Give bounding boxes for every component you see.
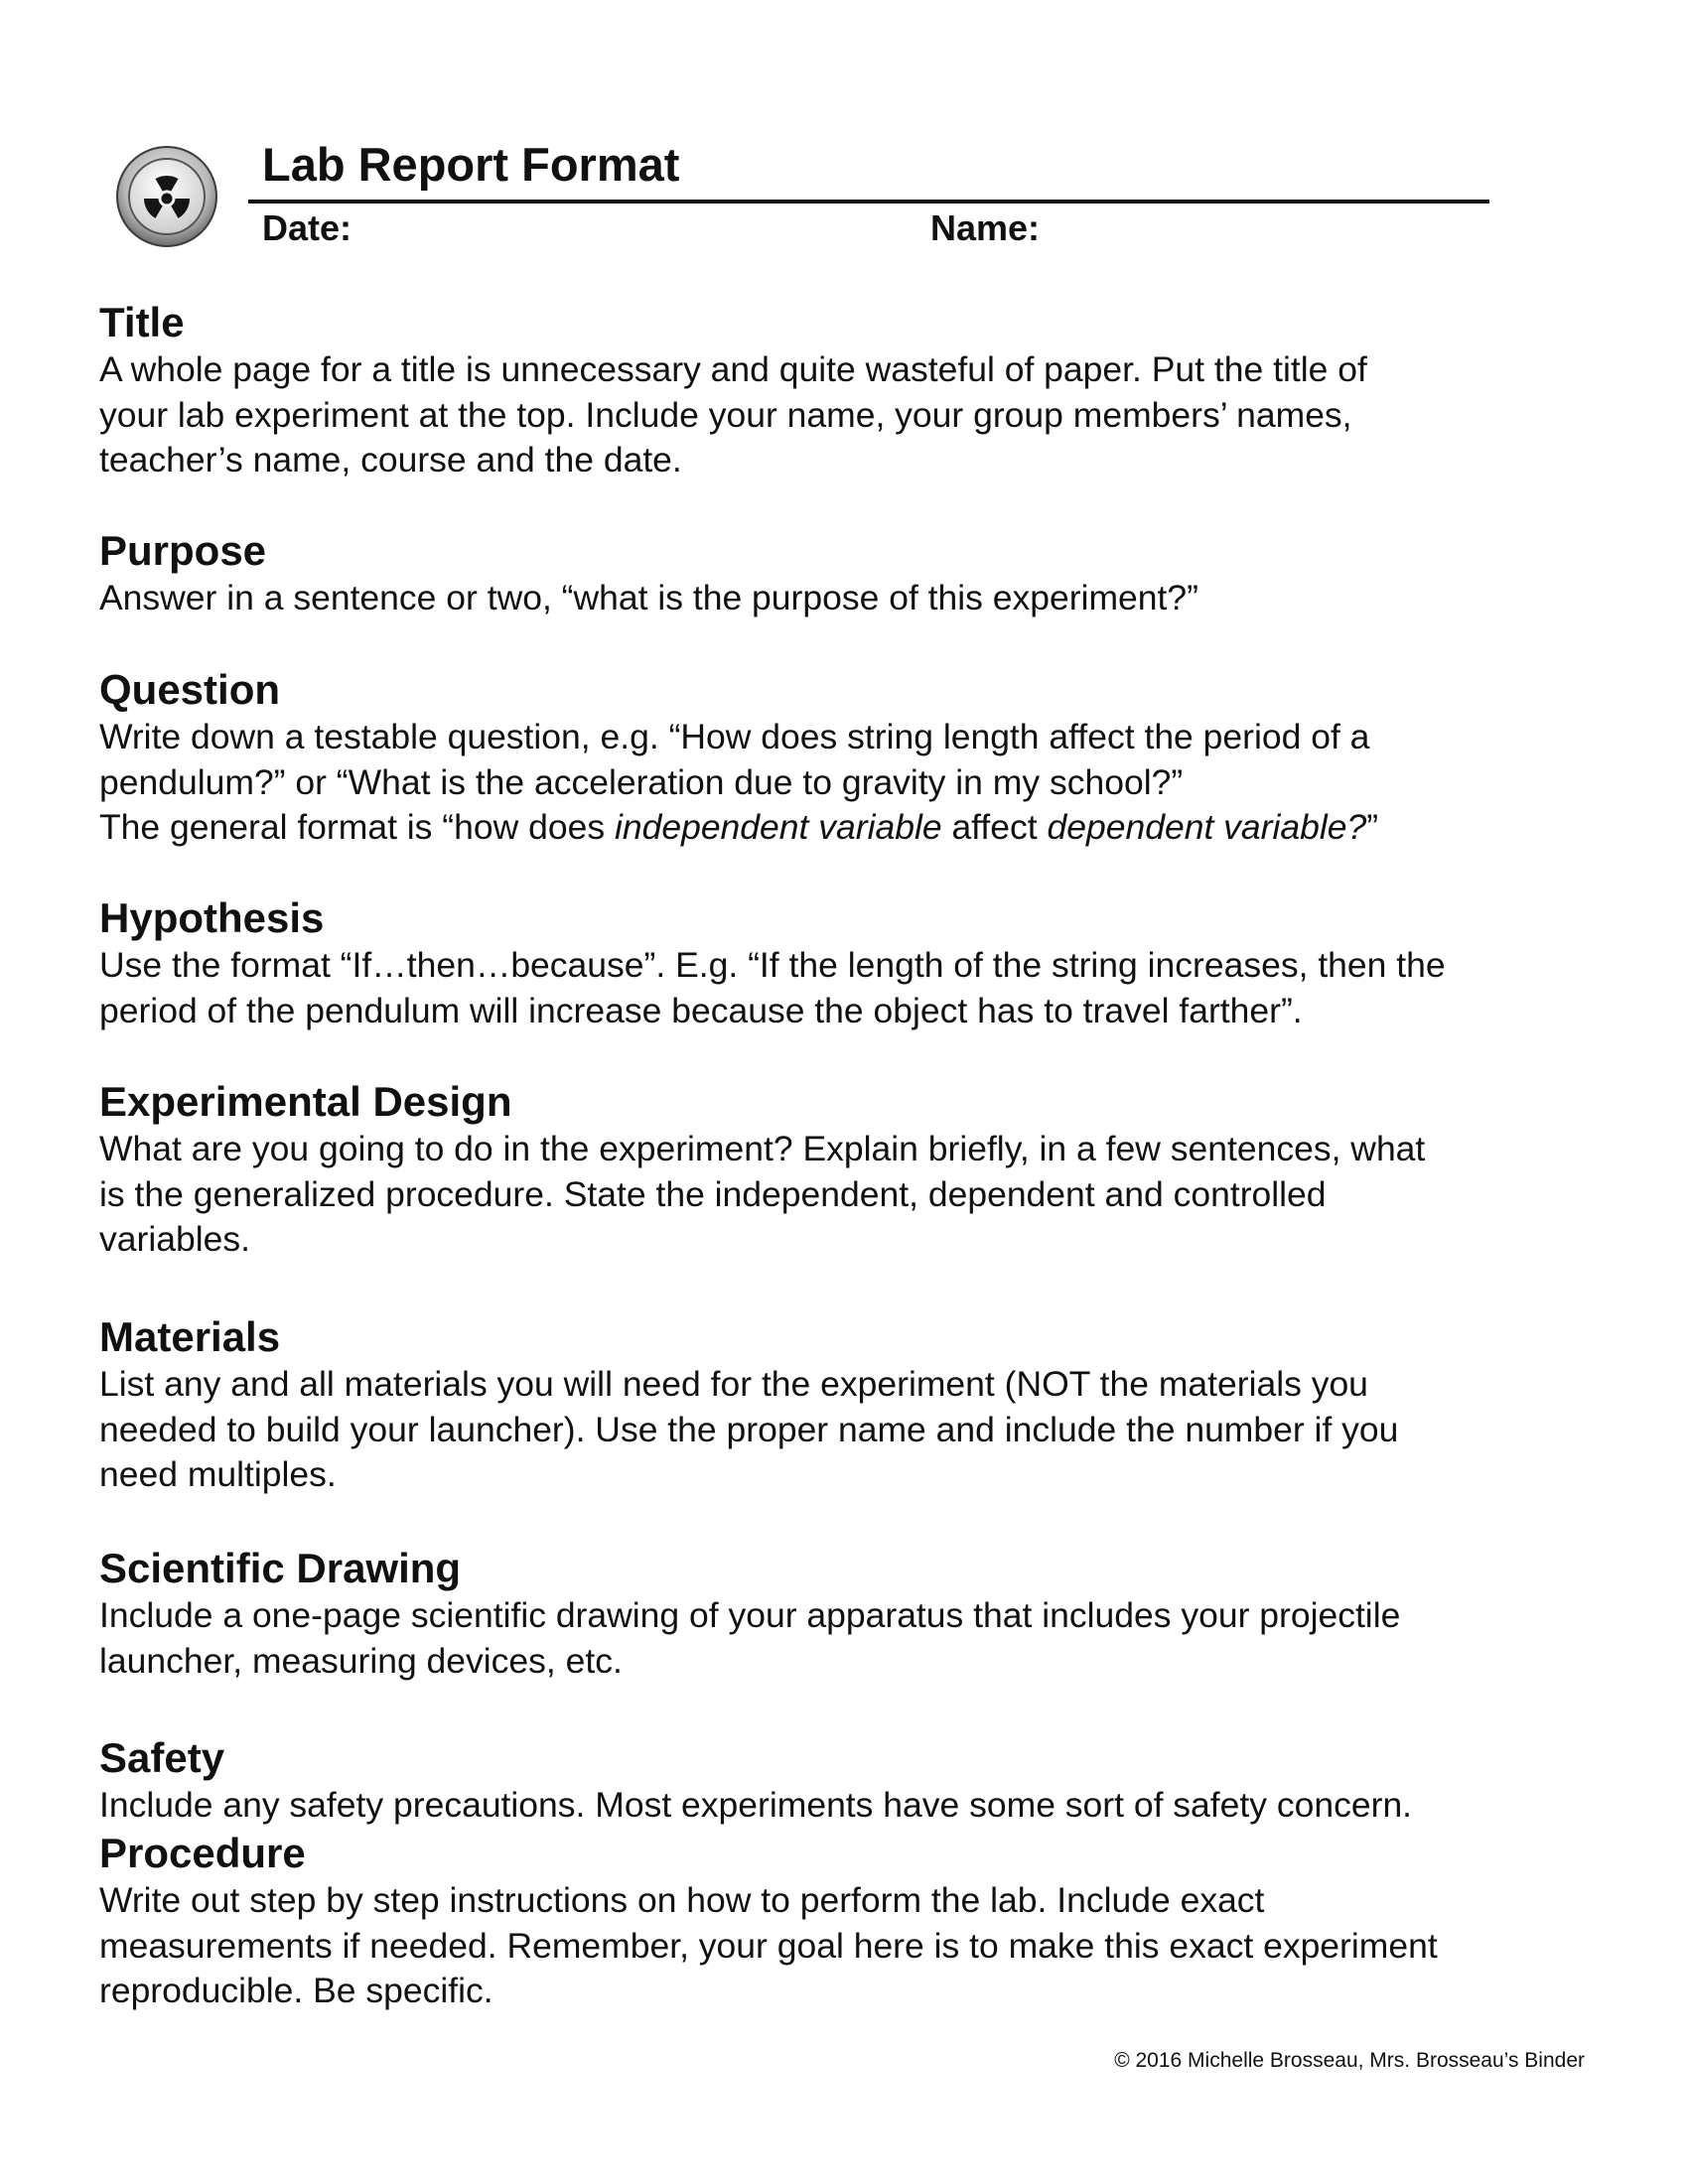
section-text-line: Use the format “If…then…because”. E.g. “If the length of the string increases, then the [99, 945, 1446, 985]
section-hypothesis [99, 893, 1628, 1033]
section-title [99, 298, 1628, 483]
format-prefix: The general format is “how does [99, 807, 615, 847]
date-label: Date: [262, 207, 352, 248]
section-text-line: measurements if needed. Remember, your goal here is to make this exact experiment [99, 1925, 1438, 1966]
section-heading: Title [99, 299, 185, 345]
section-text-line: Include any safety precautions. Most experiments have some sort of safety concern. [99, 1785, 1413, 1825]
section-text-line: launcher, measuring devices, etc. [99, 1640, 623, 1681]
section-procedure [99, 1829, 1628, 2014]
radiation-symbol-icon [115, 145, 218, 248]
section-heading: Procedure [99, 1830, 306, 1876]
section-text-line: reproducible. Be specific. [99, 1971, 493, 2010]
section-text-line: needed to build your launcher). Use the proper name and include the number if you [99, 1409, 1399, 1449]
title-underline [248, 200, 1489, 204]
section-text-line: List any and all materials you will need for the experiment (NOT the materials you [99, 1364, 1368, 1404]
name-label: Name: [930, 207, 1041, 248]
format-middle: affect [941, 807, 1048, 847]
page-title: Lab Report Format [262, 138, 680, 191]
section-text-line: pendulum?” or “What is the acceleration due to gravity in my school?” [99, 761, 1184, 802]
section-text-line: your lab experiment at the top. Include your name, your group members’ names, [99, 394, 1352, 435]
section-text-line: Write down a testable question, e.g. “How does string length affect the period of a [99, 717, 1370, 756]
section-safety [99, 1733, 1628, 1829]
section-purpose [99, 526, 1628, 621]
format-suffix: ” [1366, 807, 1379, 847]
section-text-line: period of the pendulum will increase because the object has to travel farther”. [99, 990, 1303, 1030]
section-text-line: Write out step by step instructions on how to perform the lab. Include exact [99, 1880, 1265, 1920]
section-text-line: variables. [99, 1219, 250, 1259]
section-heading: Hypothesis [99, 894, 325, 941]
section-text-line: A whole page for a title is unnecessary and quite wasteful of paper. Put the title of [99, 349, 1367, 389]
dependent-variable-term: dependent variable? [1047, 807, 1367, 847]
section-text-line: Include a one-page scientific drawing of your apparatus that includes your projectile [99, 1595, 1401, 1635]
section-question [99, 665, 1628, 851]
section-experimental-design [99, 1077, 1628, 1263]
section-heading: Question [99, 666, 281, 713]
section-heading: Scientific Drawing [99, 1545, 462, 1591]
section-text-line: teacher’s name, course and the date. [99, 440, 682, 479]
section-heading: Safety [99, 1734, 225, 1781]
general-format-line [99, 805, 1628, 851]
section-heading: Purpose [99, 527, 267, 574]
section-scientific-drawing [99, 1544, 1628, 1684]
section-text-line: is the generalized procedure. State the independent, dependent and controlled [99, 1173, 1327, 1214]
section-text-line: What are you going to do in the experiment? Explain briefly, in a few sentences, what [99, 1129, 1426, 1168]
section-materials [99, 1312, 1628, 1498]
section-text-line: Answer in a sentence or two, “what is the purpose of this experiment?” [99, 578, 1198, 617]
independent-variable-term: independent variable [614, 807, 942, 847]
section-text-line: need multiples. [99, 1454, 337, 1494]
section-heading: Materials [99, 1313, 281, 1360]
section-heading: Experimental Design [99, 1078, 512, 1125]
copyright-notice: © 2016 Michelle Brosseau, Mrs. Brosseau’s Binder [1114, 2049, 1585, 2072]
